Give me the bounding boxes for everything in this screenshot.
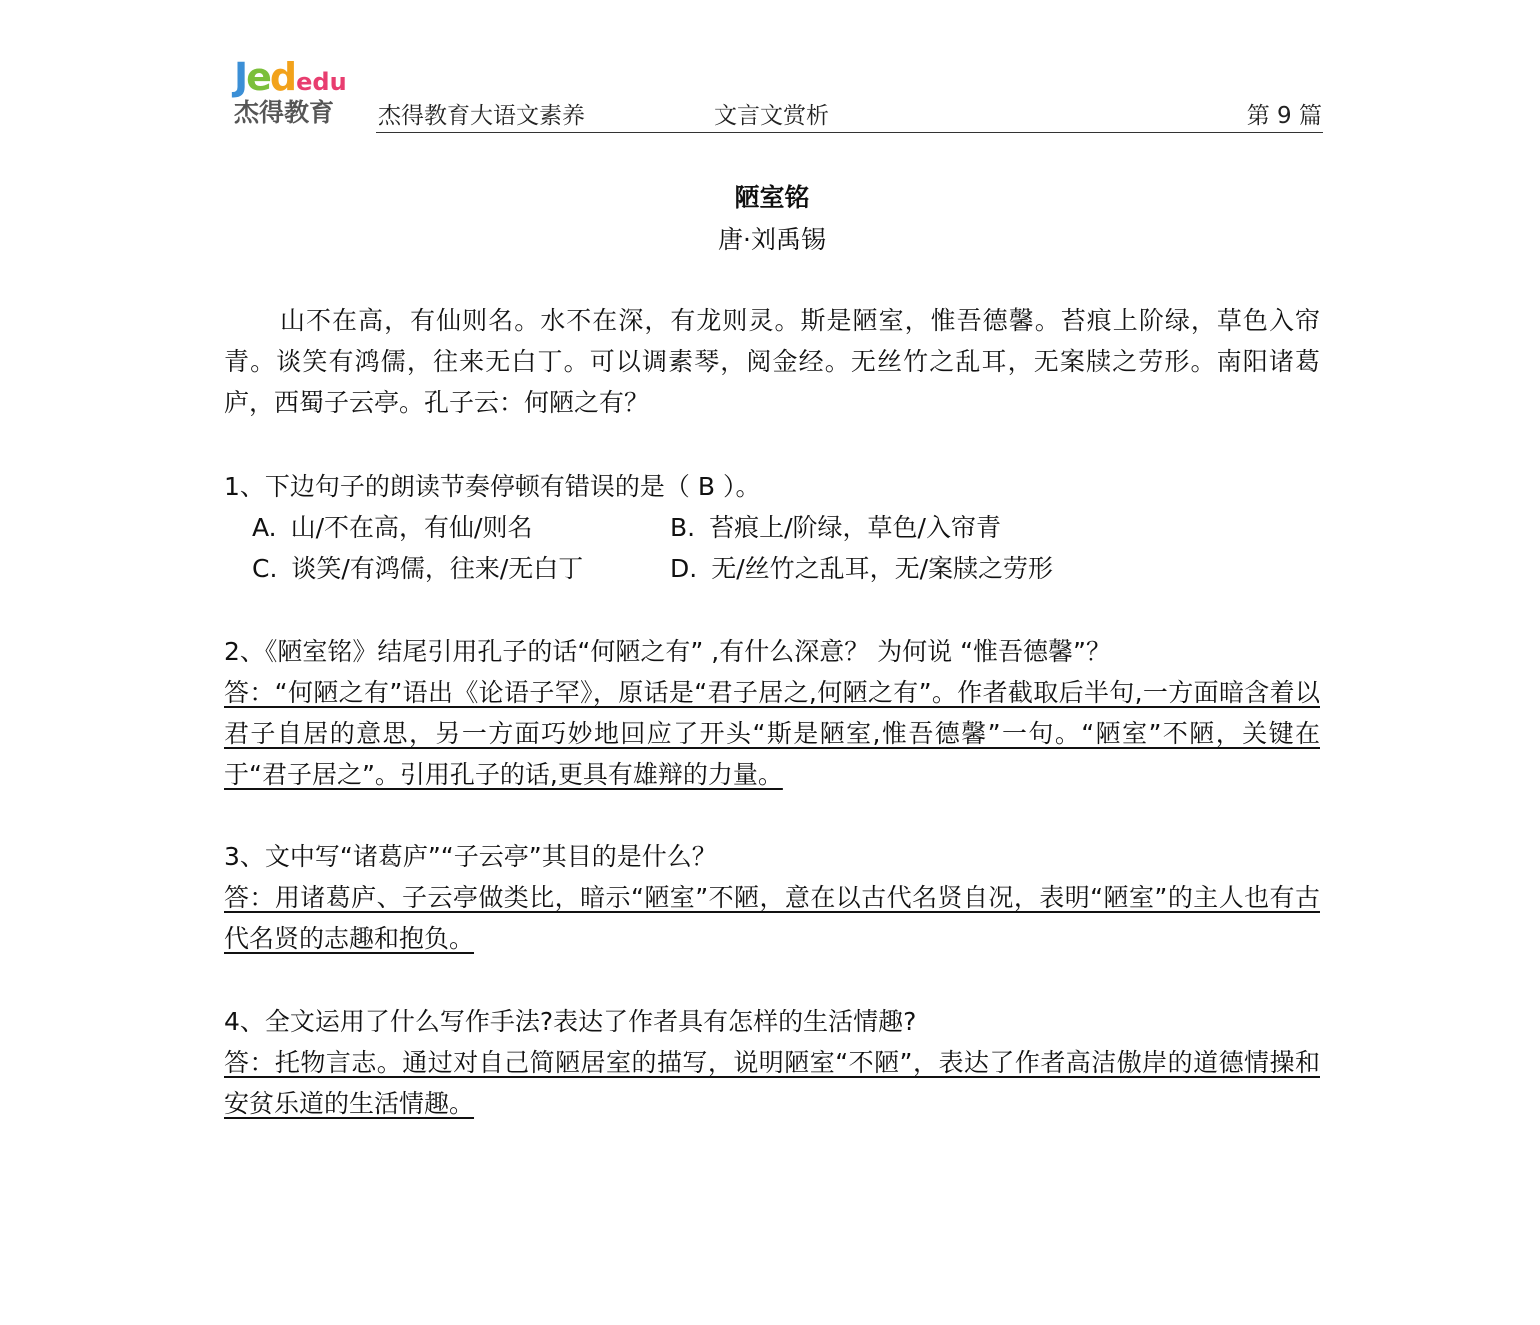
logo-text: 杰得教育 xyxy=(234,98,335,127)
option-b xyxy=(670,507,1001,548)
option-text: 谈笑/有鸿儒，往来/无白丁 xyxy=(291,554,584,583)
option-a xyxy=(252,507,532,548)
answer-underlined: 答：用诸葛庐、子云亭做类比，暗示“陋室”不陋，意在以古代名贤自况，表明“陋室”的主人也有古代名贤的志趣和抱负。 xyxy=(224,883,1320,953)
option-letter: C. xyxy=(252,554,278,583)
header-series: 杰得教育大语文素养 xyxy=(378,103,585,129)
header-divider xyxy=(376,132,1323,133)
question-text: 2、《陋室铭》结尾引用孔子的话“何陋之有” ,有什么深意？ 为何说 “惟吾德馨”？ xyxy=(224,637,1112,666)
option-text: 山/不在高，有仙/则名 xyxy=(290,513,533,542)
answer-underlined: 答：托物言志。通过对自己简陋居室的描写，说明陋室“不陋”，表达了作者高洁傲岸的道德情操和安贫乐道的生活情趣。 xyxy=(224,1048,1320,1118)
question-2 xyxy=(224,631,1320,795)
question-4 xyxy=(224,1001,1320,1124)
jededu-logo xyxy=(234,56,354,132)
article-title: 陋室铭 xyxy=(734,183,810,212)
logo-mark-suffix: edu xyxy=(296,68,347,96)
page-header xyxy=(0,0,1540,140)
option-text: 苔痕上/阶绿，草色/入帘青 xyxy=(709,513,1001,542)
answer-underlined: 答：“何陋之有”语出《论语子罕》，原话是“君子居之,何陋之有”。作者截取后半句,一方面暗含着以君子自居的意思，另一方面巧妙地回应了开头“斯是陋室,惟吾德馨”一句。“陋室”不陋，关键在于“君子居之”。引用孔子的话,更具有雄辩的力量。 xyxy=(224,678,1320,789)
article-author: 唐·刘禹锡 xyxy=(718,225,826,254)
header-category: 文言文赏析 xyxy=(714,103,829,129)
header-chapter: 第 9 篇 xyxy=(1246,103,1322,129)
option-letter: D. xyxy=(670,554,698,583)
question-text: 1、下边句子的朗读节奏停顿有错误的是（ B ）。 xyxy=(224,472,761,501)
logo-mark xyxy=(234,56,347,98)
answer-text xyxy=(224,877,1320,959)
option-letter: B. xyxy=(670,513,696,542)
logo-mark-letter: J xyxy=(234,55,247,99)
option-letter: A. xyxy=(252,513,277,542)
question-options xyxy=(224,507,1320,589)
option-d xyxy=(670,548,1053,589)
question-text: 4、全文运用了什么写作手法?表达了作者具有怎样的生活情趣? xyxy=(224,1007,917,1036)
article-passage: 山不在高，有仙则名。水不在深，有龙则灵。斯是陋室，惟吾德馨。苔痕上阶绿，草色入帘青。谈笑有鸿儒，往来无白丁。可以调素琴，阅金经。无丝竹之乱耳，无案牍之劳形。南阳诸葛庐，西蜀子云亭。孔子云：何陋之有？ xyxy=(224,306,1320,417)
answer-text xyxy=(224,672,1320,795)
option-c xyxy=(252,548,583,589)
question-3 xyxy=(224,836,1320,959)
logo-mark-letter: d xyxy=(269,55,297,99)
question-text: 3、文中写“诸葛庐”“子云亭”其目的是什么？ xyxy=(224,842,717,871)
question-1 xyxy=(224,466,1320,589)
option-text: 无/丝竹之乱耳，无/案牍之劳形 xyxy=(711,554,1054,583)
logo-mark-letter: e xyxy=(246,55,270,99)
answer-text xyxy=(224,1042,1320,1124)
